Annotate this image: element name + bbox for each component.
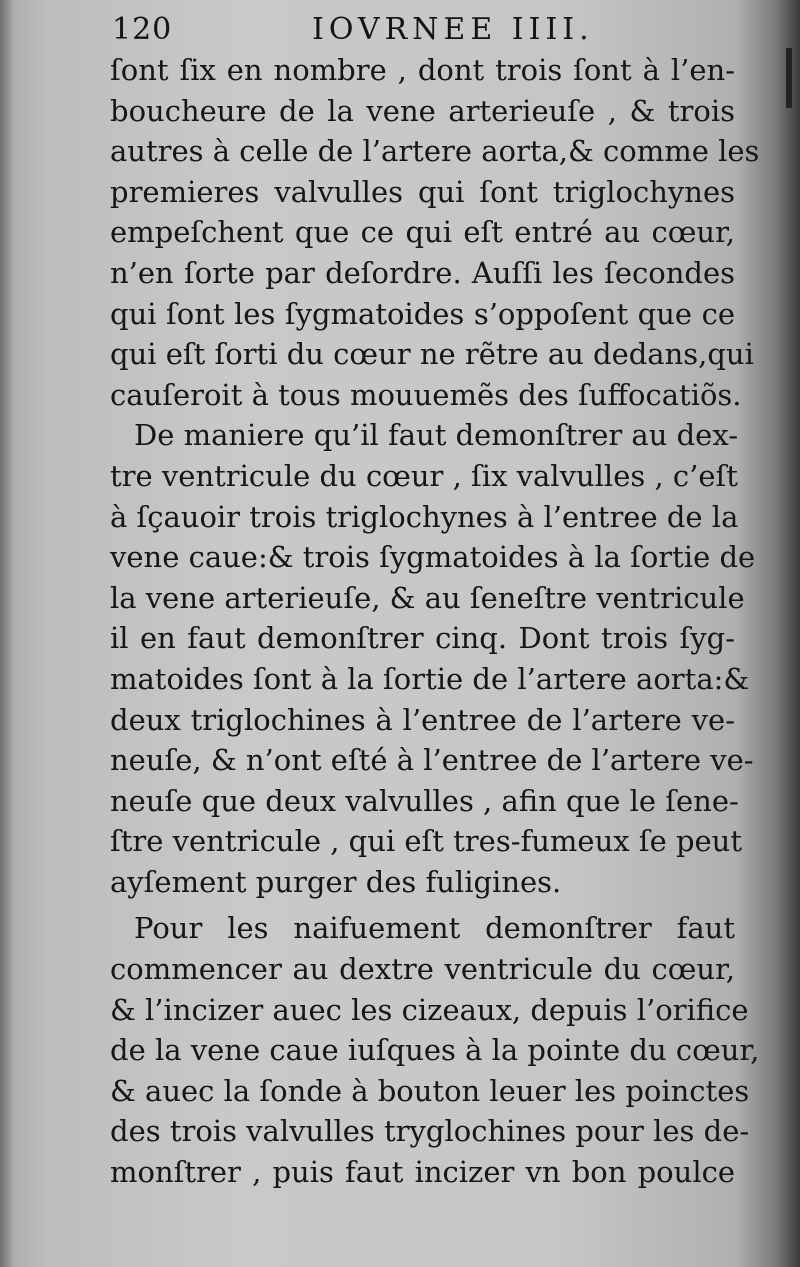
body-text [110,50,760,1193]
text-line: & auec la ſonde à bouton leuer les poinctes [110,1073,750,1108]
page-number: 120 [112,12,173,47]
text-line: autres à celle de l’artere aorta,& comme les [110,134,760,169]
text-line: commencer au dextre ventricule du cœur, [110,952,735,987]
text-line: qui ſont les ſygmatoides s’oppoſent que ce [110,296,735,331]
running-head: IOVRNEE IIII. [312,12,594,47]
page-header [112,8,732,48]
text-line: des trois valvulles tryglochines pour les de- [110,1114,750,1149]
text-line: empeſchent que ce qui eſt entré au cœur, [110,215,735,250]
text-line: Pour les naifuement demonſtrer faut [134,911,735,946]
text-line: ſtre ventricule , qui eſt tres-fumeux ſe peut [110,824,743,859]
text-line: De maniere qu’il faut demonſtrer au dex- [134,418,738,453]
text-line: tre ventricule du cœur , ſix valvulles , c’eſt [110,458,738,493]
text-line: qui eſt ſorti du cœur ne rẽtre au dedans,qui [110,337,754,372]
text-line: cauſeroit à tous mouuemẽs des ſuffocatiõs. [110,377,742,412]
text-line: & l’incizer auec les cizeaux, depuis l’orifice [110,992,749,1027]
text-line: la vene arterieuſe, & au ſeneſtre ventricule [110,580,745,615]
text-line: deux triglochines à l’entree de l’artere ve- [110,702,735,737]
text-line: à ſçauoir trois triglochynes à l’entree de la [110,499,739,534]
text-line: neuſe que deux valvulles , afin que le ſene- [110,783,739,818]
paragraph-1 [110,50,760,415]
paragraph-3 [110,908,760,1192]
binding-edge-mark [786,48,792,108]
text-line: vene caue:& trois ſygmatoides à la ſortie de [110,540,756,575]
text-line: ayſement purger des fuligines. [110,864,562,899]
text-line: neuſe, & n’ont eſté à l’entree de l’artere ve- [110,743,754,778]
text-line: de la vene caue iuſques à la pointe du cœur, [110,1033,760,1068]
paragraph-2 [110,415,756,902]
text-line: matoides ſont à la ſortie de l’artere aorta:& [110,661,750,696]
text-line: monſtrer , puis faut incizer vn bon poulce [110,1155,735,1190]
text-line: n’en ſorte par deſordre. Auſſi les ſecondes [110,255,735,290]
text-line: boucheure de la vene arterieuſe , & trois [110,93,735,128]
text-line: il en faut demonſtrer cinq. Dont trois ſyg- [110,621,735,656]
text-line: ſont ſix en nombre , dont trois ſont à l’en- [110,53,735,87]
text-line: premieres valvulles qui ſont triglochynes [110,174,735,209]
